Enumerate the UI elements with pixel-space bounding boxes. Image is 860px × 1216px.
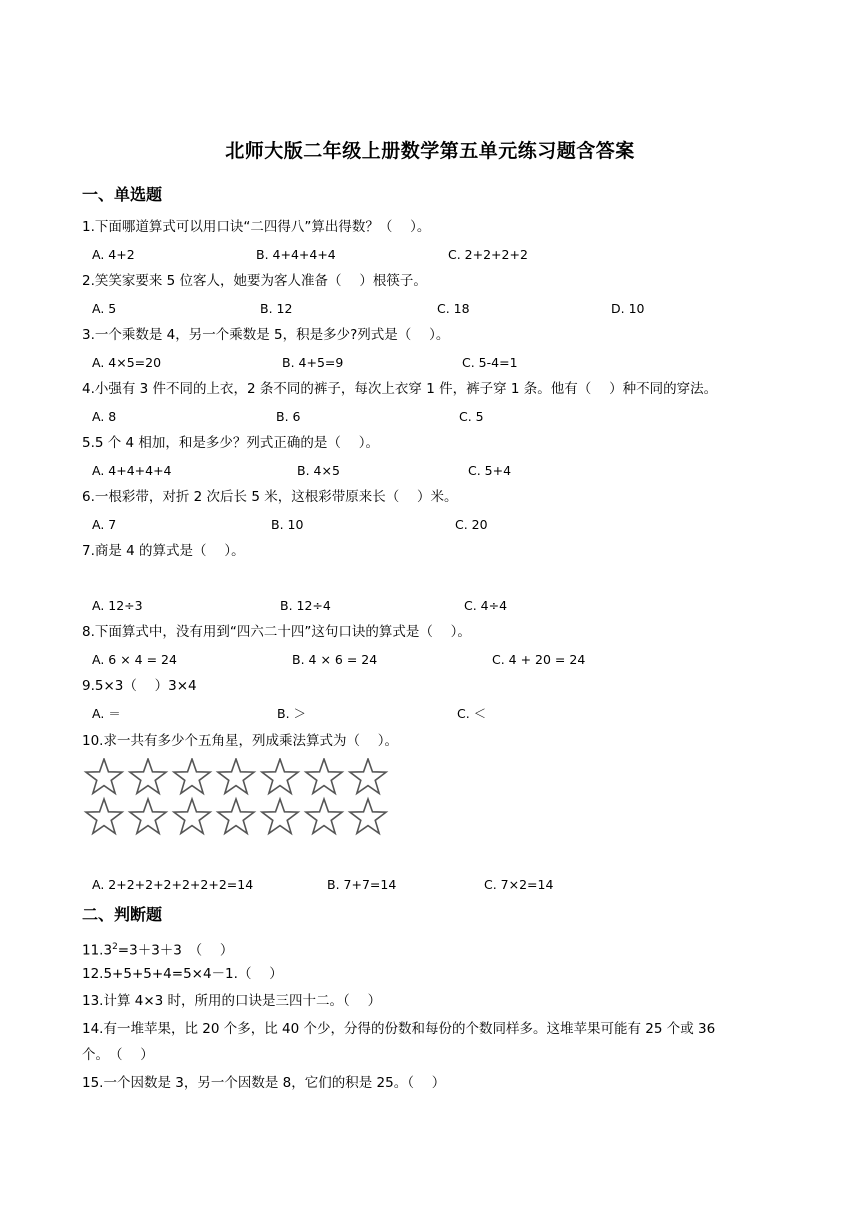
stars-figure	[82, 758, 392, 838]
question-11-rest: =3＋3＋3 （ ）	[117, 942, 234, 959]
q1-option-b: B. 4+4+4+4	[256, 247, 336, 262]
question-11-exponent: 2	[112, 942, 118, 952]
question-10: 10.求一共有多少个五角星，列成乘法算式为（ ）。	[82, 733, 399, 749]
q4-option-a: A. 8	[92, 409, 117, 424]
question-15: 15.一个因数是 3，另一个因数是 8，它们的积是 25。（ ）	[82, 1075, 446, 1091]
star-icon	[350, 799, 386, 833]
star-icon	[130, 759, 166, 793]
q9-option-a: A. ＝	[92, 706, 121, 721]
q9-option-b: B. ＞	[277, 706, 307, 721]
q6-option-b: B. 10	[271, 517, 304, 532]
q7-option-b: B. 12÷4	[280, 598, 331, 613]
star-icon	[218, 799, 254, 833]
q6-option-a: A. 7	[92, 517, 117, 532]
q5-option-a: A. 4+4+4+4	[92, 463, 172, 478]
q5-option-c: C. 5+4	[468, 463, 512, 478]
q2-option-b: B. 12	[260, 301, 293, 316]
q7-option-a: A. 12÷3	[92, 598, 143, 613]
question-13: 13.计算 4×3 时，所用的口诀是三四十二。（ ）	[82, 993, 382, 1009]
q10-option-b: B. 7+7=14	[327, 877, 397, 892]
question-14: 14.有一堆苹果，比 20 个多，比 40 个少，分得的份数和每份的个数同样多。这堆苹果可能有 25 个或 36	[82, 1021, 716, 1037]
question-9: 9.5×3（ ）3×4	[82, 678, 197, 694]
q5-option-b: B. 4×5	[297, 463, 340, 478]
star-icon	[174, 799, 210, 833]
star-icon	[86, 799, 122, 833]
q2-option-a: A. 5	[92, 301, 117, 316]
q3-option-c: C. 5-4=1	[462, 355, 518, 370]
question-3: 3.一个乘数是 4，另一个乘数是 5，积是多少?列式是（ ）。	[82, 327, 450, 343]
q1-option-a: A. 4+2	[92, 247, 135, 262]
question-6: 6.一根彩带，对折 2 次后长 5 米，这根彩带原来长（ ）米。	[82, 489, 458, 505]
q3-option-a: A. 4×5=20	[92, 355, 162, 370]
section-heading-true-false: 二、判断题	[82, 905, 163, 924]
q4-option-b: B. 6	[276, 409, 301, 424]
q4-option-c: C. 5	[459, 409, 484, 424]
question-2: 2.笑笑家要来 5 位客人，她要为客人准备（ ）根筷子。	[82, 273, 427, 289]
q2-option-c: C. 18	[437, 301, 470, 316]
q1-option-c: C. 2+2+2+2	[448, 247, 528, 262]
q6-option-c: C. 20	[455, 517, 488, 532]
question-8: 8.下面算式中，没有用到“四六二十四”这句口诀的算式是（ ）。	[82, 624, 471, 640]
q2-option-d: D. 10	[611, 301, 645, 316]
star-icon	[262, 799, 298, 833]
star-icon	[218, 759, 254, 793]
question-7: 7.商是 4 的算式是（ ）。	[82, 543, 245, 559]
question-12: 12.5+5+5+4=5×4－1.（ ）	[82, 966, 283, 982]
question-14-continued: 个。 （ ）	[82, 1047, 154, 1063]
star-icon	[350, 759, 386, 793]
star-icon	[86, 759, 122, 793]
q8-option-c: C. 4 + 20 = 24	[492, 652, 586, 667]
star-icon	[262, 759, 298, 793]
page-title: 北师大版二年级上册数学第五单元练习题含答案	[225, 140, 635, 162]
star-icon	[306, 799, 342, 833]
question-1: 1.下面哪道算式可以用口诀“二四得八”算出得数？（ ）。	[82, 219, 431, 235]
q3-option-b: B. 4+5=9	[282, 355, 344, 370]
q8-option-b: B. 4 × 6 = 24	[292, 652, 378, 667]
q7-option-c: C. 4÷4	[464, 598, 508, 613]
question-5: 5.5 个 4 相加，和是多少？列式正确的是（ ）。	[82, 435, 379, 451]
section-heading-single-choice: 一、单选题	[82, 185, 163, 204]
star-icon	[306, 759, 342, 793]
q10-option-a: A. 2+2+2+2+2+2+2=14	[92, 877, 254, 892]
question-11	[82, 937, 233, 961]
q10-option-c: C. 7×2=14	[484, 877, 554, 892]
q9-option-c: C. ＜	[457, 706, 487, 721]
q8-option-a: A. 6 × 4 = 24	[92, 652, 177, 667]
star-icon	[174, 759, 210, 793]
star-icon	[130, 799, 166, 833]
question-4: 4.小强有 3 件不同的上衣，2 条不同的裤子，每次上衣穿 1 件，裤子穿 1 条。他有（ ）种不同的穿法。	[82, 381, 718, 397]
question-11-base: 11.3	[82, 942, 113, 959]
